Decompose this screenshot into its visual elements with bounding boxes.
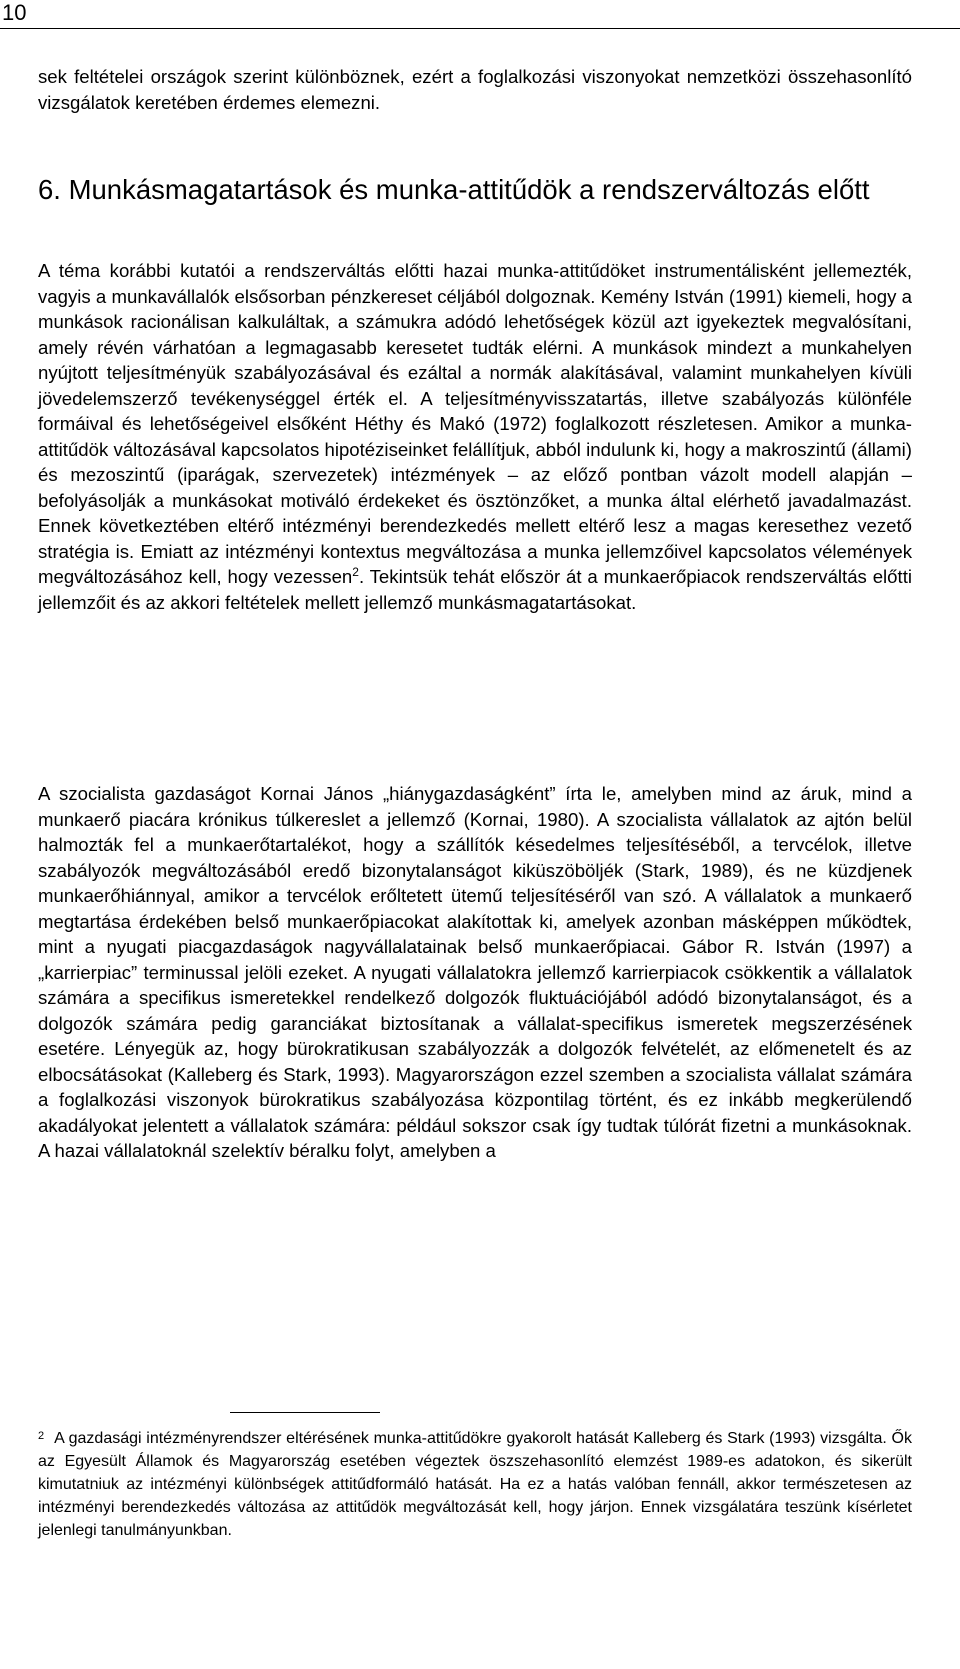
footnote-reference[interactable]: 2 — [352, 564, 359, 579]
header-rule — [0, 28, 960, 29]
footnote — [38, 1427, 912, 1542]
section-heading: 6. Munkásmagatartások és munka-attitűdök a rendszerváltozás előtt — [38, 174, 870, 205]
body-paragraph-2: A szocialista gazdaságot Kornai János „hiánygazdaságként” írta le, amelyben mind az áruk, mind a munkaerő piacára krónikus túlkereslet a jellemző (Kornai, 1980). A szocialista vállalatok az ajtón belül halmozták fel a munkaerőtartalékot, hogy a szállítók késedelmes teljesítéséből, a tervcélok, illetve szabályozók megváltozásából eredő bizonytalanságot kiküszöböljék (Stark, 1989), és ne küzdjenek munkaerőhiánnyal, amikor a tervcélok erőltetett ütemű teljesítéséről van szó. A vállalatok a munkaerő megtartása érdekében belső munkaerőpiacokat alakítottak ki, amelyek azonban másképpen működtek, mint a nyugati piacgazdaságok nagyvállalatainak belső munkaerőpiacai. Gábor R. István (1997) a „karrierpiac” terminussal jelöli ezeket. A nyugati vállalatokra jellemző karrierpiacok csökkentik a vállalatok számára a specifikus ismeretekkel rendelkező dolgozók fluktuációjából adódó bizonytalanságot, és a dolgozók számára pedig garanciákat biztosítanak a vállalat-specifikus ismeretek megszerzésének esetére. Lényegük az, hogy bürokratikusan szabályozzák a dolgozók felvételét, az előmenetelt és az elbocsátásokat (Kalleberg és Stark, 1993). Magyarországon ezzel szemben a szocialista vállalat számára a foglalkozási viszonyok bürokratikus szabályozása központilag történt, és ez inkább megkerülendő akadályokat jelentett a vállalatok számára: például sokszor csak így tudtak túlórát fizetni a munkásoknak. A hazai vállalatoknál szelektív béralku folyt, amelyben a — [38, 783, 912, 1161]
paragraph-1-text-before-footnote: A téma korábbi kutatói a rendszerváltás előtti hazai munka-attitűdöket instrumentálisként jellemezték, vagyis a munkavállalók elsősorban pénzkereset céljából dolgoznak. Kemény István (1991) kiemeli, hogy a munkások racionálisan kalkuláltak, a számukra adódó lehetőségek közül azt igyekeztek megvalósítani, amely révén várhatóan a legmagasabb keresetet tudták elérni. A munkások mindezt a munkahelyen nyújtott teljesítményük szabályozásával és ezáltal a normák alakításával, valamint munkahelyen kívüli jövedelemszerző tevékenységgel érték el. A teljesítményvisszatartás, illetve szabályozás különféle formáival és lehetőségeivel elsőként Héthy és Makó (1972) foglalkozott részletesen. Amikor a munka-attitűdök változásával kapcsolatos hipotéziseinket felállítjuk, abból indulunk ki, hogy a makroszintű (állami) és mezoszintű (iparágak, szervezetek) intézmények – az előző pontban vázolt modell alapján – befolyásolják a munkásokat motiváló érdekeket és ösztönzőket, a munka által elérhető javadalmazást. Ennek következtében eltérő intézményi berendezkedés mellett eltérő lesz a magas keresethez vezető stratégia is. Emiatt az intézményi kontextus megváltozása a munka jellemzőivel kapcsolatos vélemények megváltozásához kell, hogy vezessen — [38, 260, 912, 587]
intro-paragraph: sek feltételei országok szerint különböznek, ezért a foglalkozási viszonyokat nemzetközi összehasonlító vizsgálatok keretében érdemes elemezni. — [38, 66, 912, 113]
footnote-text: A gazdasági intézményrendszer eltérésének munka-attitűdökre gyakorolt hatását Kalleberg és Stark (1993) vizsgálta. Ők az Egyesült Államok és Magyarország esetében végeztek öszszehasonlító elemzést 1989-es adatokon, és sikerült kimutatniuk az intézményi különbségek attitűdformáló hatását. Ha ez a hatás valóban fennáll, akkor természetesen az intézményi berendezkedés változása az attitűdök megváltozását kell, hogy járjon. Ennek vizsgálatára teszünk kísérletet jelenlegi tanulmányunkban. — [38, 1430, 912, 1539]
body-paragraph-1 — [38, 258, 912, 615]
footnote-mark: 2 — [38, 1430, 45, 1442]
page-number: 10 — [2, 0, 27, 25]
paragraph-1-text-after-footnote: . Tekintsük tehát először át a munkaerőpiacok rendszerváltás előtti jellemzőit és az akkori feltételek mellett jellemző munkásmagatartásokat. — [38, 566, 912, 613]
footnote-separator — [230, 1412, 380, 1413]
